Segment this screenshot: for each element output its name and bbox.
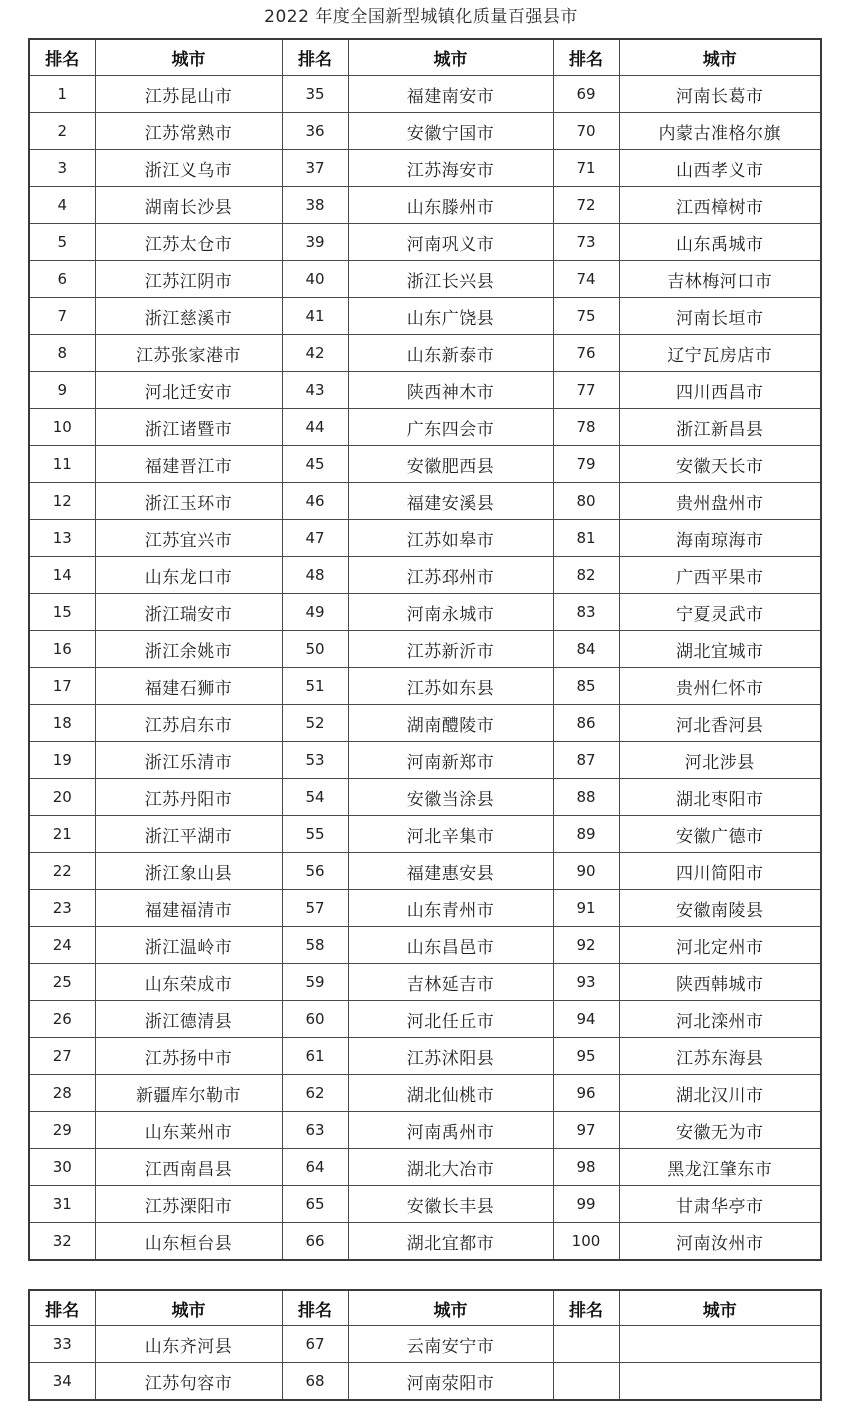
rank-cell: 74 xyxy=(553,261,619,298)
rank-cell: 51 xyxy=(282,668,348,705)
header-rank: 排名 xyxy=(29,1290,95,1326)
city-cell: 江苏启东市 xyxy=(95,705,282,742)
rank-cell: 67 xyxy=(282,1326,348,1363)
city-cell: 贵州仁怀市 xyxy=(619,668,821,705)
rank-cell: 62 xyxy=(282,1075,348,1112)
rank-cell: 52 xyxy=(282,705,348,742)
city-cell: 江苏新沂市 xyxy=(348,631,553,668)
table-row xyxy=(29,76,821,113)
rank-cell: 94 xyxy=(553,1001,619,1038)
table-row xyxy=(29,705,821,742)
rank-cell: 46 xyxy=(282,483,348,520)
city-cell: 山东广饶县 xyxy=(348,298,553,335)
table-row xyxy=(29,150,821,187)
header-city: 城市 xyxy=(95,39,282,76)
table-row xyxy=(29,853,821,890)
city-cell: 江苏沭阳县 xyxy=(348,1038,553,1075)
rank-cell: 40 xyxy=(282,261,348,298)
table-row xyxy=(29,483,821,520)
city-cell: 四川简阳市 xyxy=(619,853,821,890)
rank-cell: 45 xyxy=(282,446,348,483)
city-cell: 江苏如皋市 xyxy=(348,520,553,557)
header-rank: 排名 xyxy=(282,39,348,76)
table-row xyxy=(29,224,821,261)
city-cell: 江苏溧阳市 xyxy=(95,1186,282,1223)
rank-cell: 15 xyxy=(29,594,95,631)
rank-cell: 12 xyxy=(29,483,95,520)
city-cell: 陕西神木市 xyxy=(348,372,553,409)
city-cell: 江苏常熟市 xyxy=(95,113,282,150)
city-cell: 浙江余姚市 xyxy=(95,631,282,668)
rank-cell: 82 xyxy=(553,557,619,594)
rank-cell: 81 xyxy=(553,520,619,557)
rank-cell: 9 xyxy=(29,372,95,409)
city-cell: 广西平果市 xyxy=(619,557,821,594)
rank-cell: 44 xyxy=(282,409,348,446)
city-cell: 浙江慈溪市 xyxy=(95,298,282,335)
city-cell: 江苏邳州市 xyxy=(348,557,553,594)
city-cell: 四川西昌市 xyxy=(619,372,821,409)
table-row xyxy=(29,779,821,816)
rank-cell: 25 xyxy=(29,964,95,1001)
city-cell: 河北任丘市 xyxy=(348,1001,553,1038)
table-row xyxy=(29,409,821,446)
city-cell: 吉林延吉市 xyxy=(348,964,553,1001)
city-cell: 海南琼海市 xyxy=(619,520,821,557)
city-cell: 河南新郑市 xyxy=(348,742,553,779)
city-cell: 山东莱州市 xyxy=(95,1112,282,1149)
city-cell: 山东桓台县 xyxy=(95,1223,282,1261)
rank-cell: 70 xyxy=(553,113,619,150)
city-cell: 浙江新昌县 xyxy=(619,409,821,446)
city-cell: 浙江乐清市 xyxy=(95,742,282,779)
city-cell: 江苏东海县 xyxy=(619,1038,821,1075)
rank-cell: 96 xyxy=(553,1075,619,1112)
rank-cell: 28 xyxy=(29,1075,95,1112)
table-row xyxy=(29,261,821,298)
table-row xyxy=(29,594,821,631)
city-cell: 湖北大冶市 xyxy=(348,1149,553,1186)
city-cell: 山东龙口市 xyxy=(95,557,282,594)
table-row xyxy=(29,187,821,224)
rank-cell: 16 xyxy=(29,631,95,668)
city-cell: 宁夏灵武市 xyxy=(619,594,821,631)
rank-cell: 68 xyxy=(282,1363,348,1401)
header-city: 城市 xyxy=(619,1290,821,1326)
rank-cell: 56 xyxy=(282,853,348,890)
city-cell: 浙江象山县 xyxy=(95,853,282,890)
city-cell: 河南长垣市 xyxy=(619,298,821,335)
city-cell: 浙江平湖市 xyxy=(95,816,282,853)
rank-cell xyxy=(553,1326,619,1363)
rank-cell: 18 xyxy=(29,705,95,742)
header-rank: 排名 xyxy=(29,39,95,76)
rank-cell: 43 xyxy=(282,372,348,409)
rank-cell: 55 xyxy=(282,816,348,853)
city-cell: 浙江玉环市 xyxy=(95,483,282,520)
rank-cell: 13 xyxy=(29,520,95,557)
city-cell: 湖北枣阳市 xyxy=(619,779,821,816)
rank-cell: 65 xyxy=(282,1186,348,1223)
city-cell: 江苏句容市 xyxy=(95,1363,282,1401)
city-cell: 河南长葛市 xyxy=(619,76,821,113)
city-cell: 江苏太仓市 xyxy=(95,224,282,261)
city-cell: 安徽肥西县 xyxy=(348,446,553,483)
rank-cell: 54 xyxy=(282,779,348,816)
rank-cell: 86 xyxy=(553,705,619,742)
rank-cell: 71 xyxy=(553,150,619,187)
city-cell: 江苏海安市 xyxy=(348,150,553,187)
rank-cell: 26 xyxy=(29,1001,95,1038)
table-row xyxy=(29,298,821,335)
rank-cell: 100 xyxy=(553,1223,619,1261)
city-cell: 河北滦州市 xyxy=(619,1001,821,1038)
header-rank: 排名 xyxy=(553,1290,619,1326)
rank-cell: 49 xyxy=(282,594,348,631)
city-cell: 山西孝义市 xyxy=(619,150,821,187)
city-cell: 湖北宜城市 xyxy=(619,631,821,668)
table-row xyxy=(29,446,821,483)
city-cell: 陕西韩城市 xyxy=(619,964,821,1001)
table-row xyxy=(29,520,821,557)
city-cell: 湖南醴陵市 xyxy=(348,705,553,742)
rank-cell: 27 xyxy=(29,1038,95,1075)
rank-cell: 76 xyxy=(553,335,619,372)
rank-cell: 60 xyxy=(282,1001,348,1038)
table-row xyxy=(29,113,821,150)
rank-cell: 35 xyxy=(282,76,348,113)
rank-cell: 39 xyxy=(282,224,348,261)
rank-cell: 7 xyxy=(29,298,95,335)
rank-cell: 38 xyxy=(282,187,348,224)
city-cell: 河北香河县 xyxy=(619,705,821,742)
city-cell: 江苏江阴市 xyxy=(95,261,282,298)
city-cell: 黑龙江肇东市 xyxy=(619,1149,821,1186)
rank-cell: 17 xyxy=(29,668,95,705)
rank-cell: 42 xyxy=(282,335,348,372)
city-cell: 贵州盘州市 xyxy=(619,483,821,520)
rank-cell: 66 xyxy=(282,1223,348,1261)
table-row xyxy=(29,372,821,409)
city-cell: 安徽长丰县 xyxy=(348,1186,553,1223)
header-rank: 排名 xyxy=(553,39,619,76)
city-cell: 湖北宜都市 xyxy=(348,1223,553,1261)
city-cell: 云南安宁市 xyxy=(348,1326,553,1363)
city-cell: 江西樟树市 xyxy=(619,187,821,224)
page-title: 2022 年度全国新型城镇化质量百强县市 xyxy=(264,7,578,27)
city-cell xyxy=(619,1326,821,1363)
ranking-table-main xyxy=(28,38,822,1261)
rank-cell: 1 xyxy=(29,76,95,113)
city-cell: 安徽天长市 xyxy=(619,446,821,483)
city-cell: 河北辛集市 xyxy=(348,816,553,853)
city-cell: 山东荣成市 xyxy=(95,964,282,1001)
city-cell: 江苏如东县 xyxy=(348,668,553,705)
city-cell: 山东滕州市 xyxy=(348,187,553,224)
city-cell: 辽宁瓦房店市 xyxy=(619,335,821,372)
rank-cell: 57 xyxy=(282,890,348,927)
rank-cell: 30 xyxy=(29,1149,95,1186)
city-cell: 安徽当涂县 xyxy=(348,779,553,816)
rank-cell: 61 xyxy=(282,1038,348,1075)
rank-cell: 95 xyxy=(553,1038,619,1075)
rank-cell: 58 xyxy=(282,927,348,964)
rank-cell: 50 xyxy=(282,631,348,668)
city-cell: 河南汝州市 xyxy=(619,1223,821,1261)
city-cell: 福建晋江市 xyxy=(95,446,282,483)
header-city: 城市 xyxy=(348,1290,553,1326)
header-city: 城市 xyxy=(619,39,821,76)
rank-cell xyxy=(553,1363,619,1401)
city-cell: 江苏宜兴市 xyxy=(95,520,282,557)
table-row xyxy=(29,1223,821,1261)
rank-cell: 59 xyxy=(282,964,348,1001)
table-row xyxy=(29,1001,821,1038)
rank-cell: 31 xyxy=(29,1186,95,1223)
city-cell: 河南荥阳市 xyxy=(348,1363,553,1401)
table-row xyxy=(29,1112,821,1149)
table-row xyxy=(29,1326,821,1363)
city-cell: 福建福清市 xyxy=(95,890,282,927)
rank-cell: 91 xyxy=(553,890,619,927)
rank-cell: 97 xyxy=(553,1112,619,1149)
city-cell: 广东四会市 xyxy=(348,409,553,446)
table-row xyxy=(29,1363,821,1401)
rank-cell: 2 xyxy=(29,113,95,150)
city-cell: 福建石狮市 xyxy=(95,668,282,705)
table-row xyxy=(29,816,821,853)
rank-cell: 21 xyxy=(29,816,95,853)
table-header-row xyxy=(29,1290,821,1326)
city-cell: 江苏扬中市 xyxy=(95,1038,282,1075)
rank-cell: 20 xyxy=(29,779,95,816)
rank-cell: 34 xyxy=(29,1363,95,1401)
rank-cell: 23 xyxy=(29,890,95,927)
rank-cell: 80 xyxy=(553,483,619,520)
city-cell: 安徽广德市 xyxy=(619,816,821,853)
rank-cell: 53 xyxy=(282,742,348,779)
rank-cell: 24 xyxy=(29,927,95,964)
city-cell: 福建安溪县 xyxy=(348,483,553,520)
table-row xyxy=(29,927,821,964)
city-cell: 浙江长兴县 xyxy=(348,261,553,298)
city-cell: 福建南安市 xyxy=(348,76,553,113)
rank-cell: 41 xyxy=(282,298,348,335)
rank-cell: 73 xyxy=(553,224,619,261)
city-cell: 河北涉县 xyxy=(619,742,821,779)
rank-cell: 98 xyxy=(553,1149,619,1186)
city-cell: 新疆库尔勒市 xyxy=(95,1075,282,1112)
table-row xyxy=(29,335,821,372)
city-cell: 浙江诸暨市 xyxy=(95,409,282,446)
city-cell: 江苏昆山市 xyxy=(95,76,282,113)
city-cell: 山东青州市 xyxy=(348,890,553,927)
rank-cell: 4 xyxy=(29,187,95,224)
rank-cell: 88 xyxy=(553,779,619,816)
city-cell: 福建惠安县 xyxy=(348,853,553,890)
rank-cell: 47 xyxy=(282,520,348,557)
city-cell: 内蒙古准格尔旗 xyxy=(619,113,821,150)
table-row xyxy=(29,631,821,668)
rank-cell: 48 xyxy=(282,557,348,594)
rank-cell: 14 xyxy=(29,557,95,594)
city-cell: 山东齐河县 xyxy=(95,1326,282,1363)
city-cell: 吉林梅河口市 xyxy=(619,261,821,298)
rank-cell: 75 xyxy=(553,298,619,335)
ranking-table-continued xyxy=(28,1289,822,1401)
rank-cell: 33 xyxy=(29,1326,95,1363)
rank-cell: 19 xyxy=(29,742,95,779)
rank-cell: 22 xyxy=(29,853,95,890)
rank-cell: 29 xyxy=(29,1112,95,1149)
rank-cell: 72 xyxy=(553,187,619,224)
rank-cell: 6 xyxy=(29,261,95,298)
rank-cell: 11 xyxy=(29,446,95,483)
rank-cell: 3 xyxy=(29,150,95,187)
city-cell: 山东昌邑市 xyxy=(348,927,553,964)
rank-cell: 89 xyxy=(553,816,619,853)
city-cell: 湖北仙桃市 xyxy=(348,1075,553,1112)
city-cell: 河北迁安市 xyxy=(95,372,282,409)
rank-cell: 37 xyxy=(282,150,348,187)
city-cell: 江苏张家港市 xyxy=(95,335,282,372)
rank-cell: 8 xyxy=(29,335,95,372)
header-city: 城市 xyxy=(348,39,553,76)
city-cell: 河南永城市 xyxy=(348,594,553,631)
rank-cell: 63 xyxy=(282,1112,348,1149)
table-row xyxy=(29,668,821,705)
rank-cell: 99 xyxy=(553,1186,619,1223)
rank-cell: 78 xyxy=(553,409,619,446)
city-cell: 湖南长沙县 xyxy=(95,187,282,224)
rank-cell: 77 xyxy=(553,372,619,409)
city-cell: 浙江德清县 xyxy=(95,1001,282,1038)
city-cell: 甘肃华亭市 xyxy=(619,1186,821,1223)
table-header-row xyxy=(29,39,821,76)
table-row xyxy=(29,1149,821,1186)
city-cell: 安徽南陵县 xyxy=(619,890,821,927)
city-cell: 安徽无为市 xyxy=(619,1112,821,1149)
table-row xyxy=(29,742,821,779)
city-cell: 山东禹城市 xyxy=(619,224,821,261)
rank-cell: 32 xyxy=(29,1223,95,1261)
rank-cell: 93 xyxy=(553,964,619,1001)
city-cell: 河南禹州市 xyxy=(348,1112,553,1149)
city-cell: 湖北汉川市 xyxy=(619,1075,821,1112)
rank-cell: 5 xyxy=(29,224,95,261)
city-cell: 浙江瑞安市 xyxy=(95,594,282,631)
table-row xyxy=(29,1038,821,1075)
rank-cell: 10 xyxy=(29,409,95,446)
city-cell: 河南巩义市 xyxy=(348,224,553,261)
rank-cell: 69 xyxy=(553,76,619,113)
city-cell: 山东新泰市 xyxy=(348,335,553,372)
city-cell: 安徽宁国市 xyxy=(348,113,553,150)
header-rank: 排名 xyxy=(282,1290,348,1326)
city-cell: 浙江义乌市 xyxy=(95,150,282,187)
city-cell xyxy=(619,1363,821,1401)
table-row xyxy=(29,1186,821,1223)
city-cell: 河北定州市 xyxy=(619,927,821,964)
rank-cell: 83 xyxy=(553,594,619,631)
rank-cell: 79 xyxy=(553,446,619,483)
table-row xyxy=(29,890,821,927)
rank-cell: 87 xyxy=(553,742,619,779)
rank-cell: 36 xyxy=(282,113,348,150)
table-row xyxy=(29,557,821,594)
table-row xyxy=(29,964,821,1001)
city-cell: 江苏丹阳市 xyxy=(95,779,282,816)
rank-cell: 92 xyxy=(553,927,619,964)
rank-cell: 85 xyxy=(553,668,619,705)
rank-cell: 90 xyxy=(553,853,619,890)
rank-cell: 64 xyxy=(282,1149,348,1186)
city-cell: 浙江温岭市 xyxy=(95,927,282,964)
rank-cell: 84 xyxy=(553,631,619,668)
city-cell: 江西南昌县 xyxy=(95,1149,282,1186)
header-city: 城市 xyxy=(95,1290,282,1326)
table-row xyxy=(29,1075,821,1112)
